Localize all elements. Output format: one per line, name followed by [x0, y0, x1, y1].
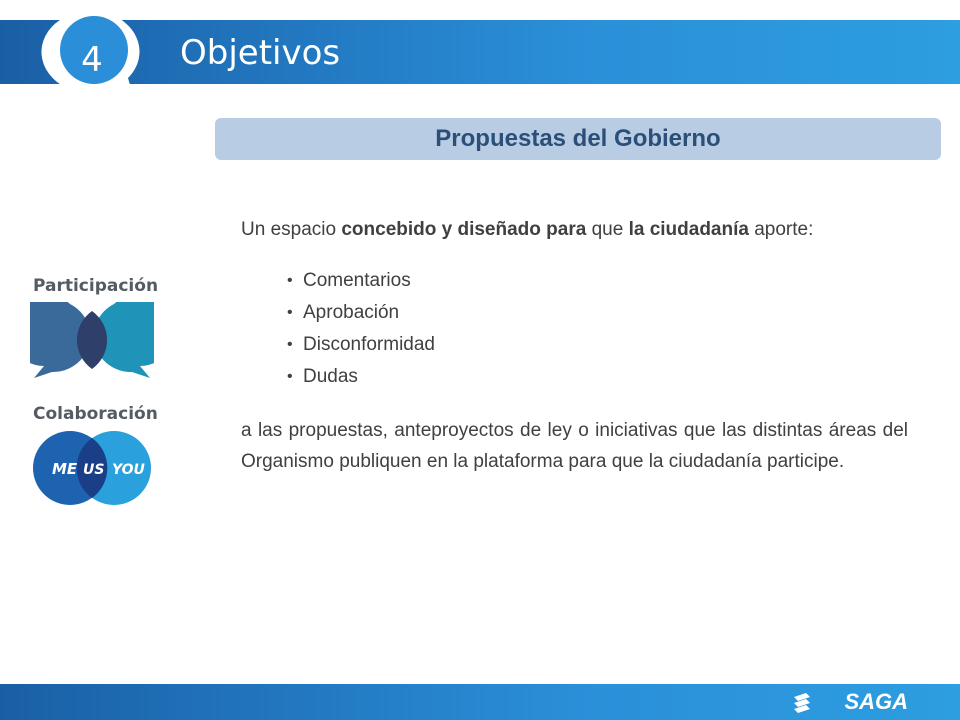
bullet-icon: •	[287, 368, 293, 385]
page-title: Objetivos	[180, 33, 341, 73]
intro-run: Un espacio	[241, 219, 342, 240]
intro-run: que	[586, 219, 629, 240]
intro-run: para	[546, 219, 587, 240]
collab-me-text: ME	[52, 460, 78, 478]
list-item: • Aprobación	[287, 297, 908, 329]
participation-label: Participación	[33, 276, 159, 296]
intro-paragraph	[241, 214, 908, 245]
brand-logo-text: SAGA	[844, 689, 908, 714]
list-item: • Comentarios	[287, 265, 908, 297]
bullet-icon: •	[287, 336, 293, 353]
collab-you-text: YOU	[112, 462, 145, 478]
participation-icon	[30, 302, 154, 380]
collaboration-icon	[30, 430, 154, 508]
footer-bar	[0, 684, 960, 720]
section-banner	[215, 118, 941, 160]
list-item: • Disconformidad	[287, 329, 908, 361]
bullet-list	[241, 265, 908, 393]
collaboration-label: Colaboración	[33, 404, 158, 424]
bullet-icon: •	[287, 272, 293, 289]
list-item: • Dudas	[287, 361, 908, 393]
collab-us-text: US	[83, 462, 105, 478]
section-title: Propuestas del Gobierno	[435, 125, 721, 152]
intro-run: la ciudadanía	[628, 219, 749, 240]
content-body	[241, 214, 908, 477]
intro-run: aporte:	[748, 219, 814, 240]
saga-logo-icon	[792, 691, 812, 713]
section-number: 4	[81, 40, 103, 80]
intro-run: concebido y diseñado	[341, 219, 547, 240]
bullet-icon: •	[287, 304, 293, 321]
closing-paragraph: a las propuestas, anteproyectos de ley o iniciativas que las distintas áreas del Organismo publiquen en la plataforma para que la ciudadanía participe.	[241, 420, 908, 472]
